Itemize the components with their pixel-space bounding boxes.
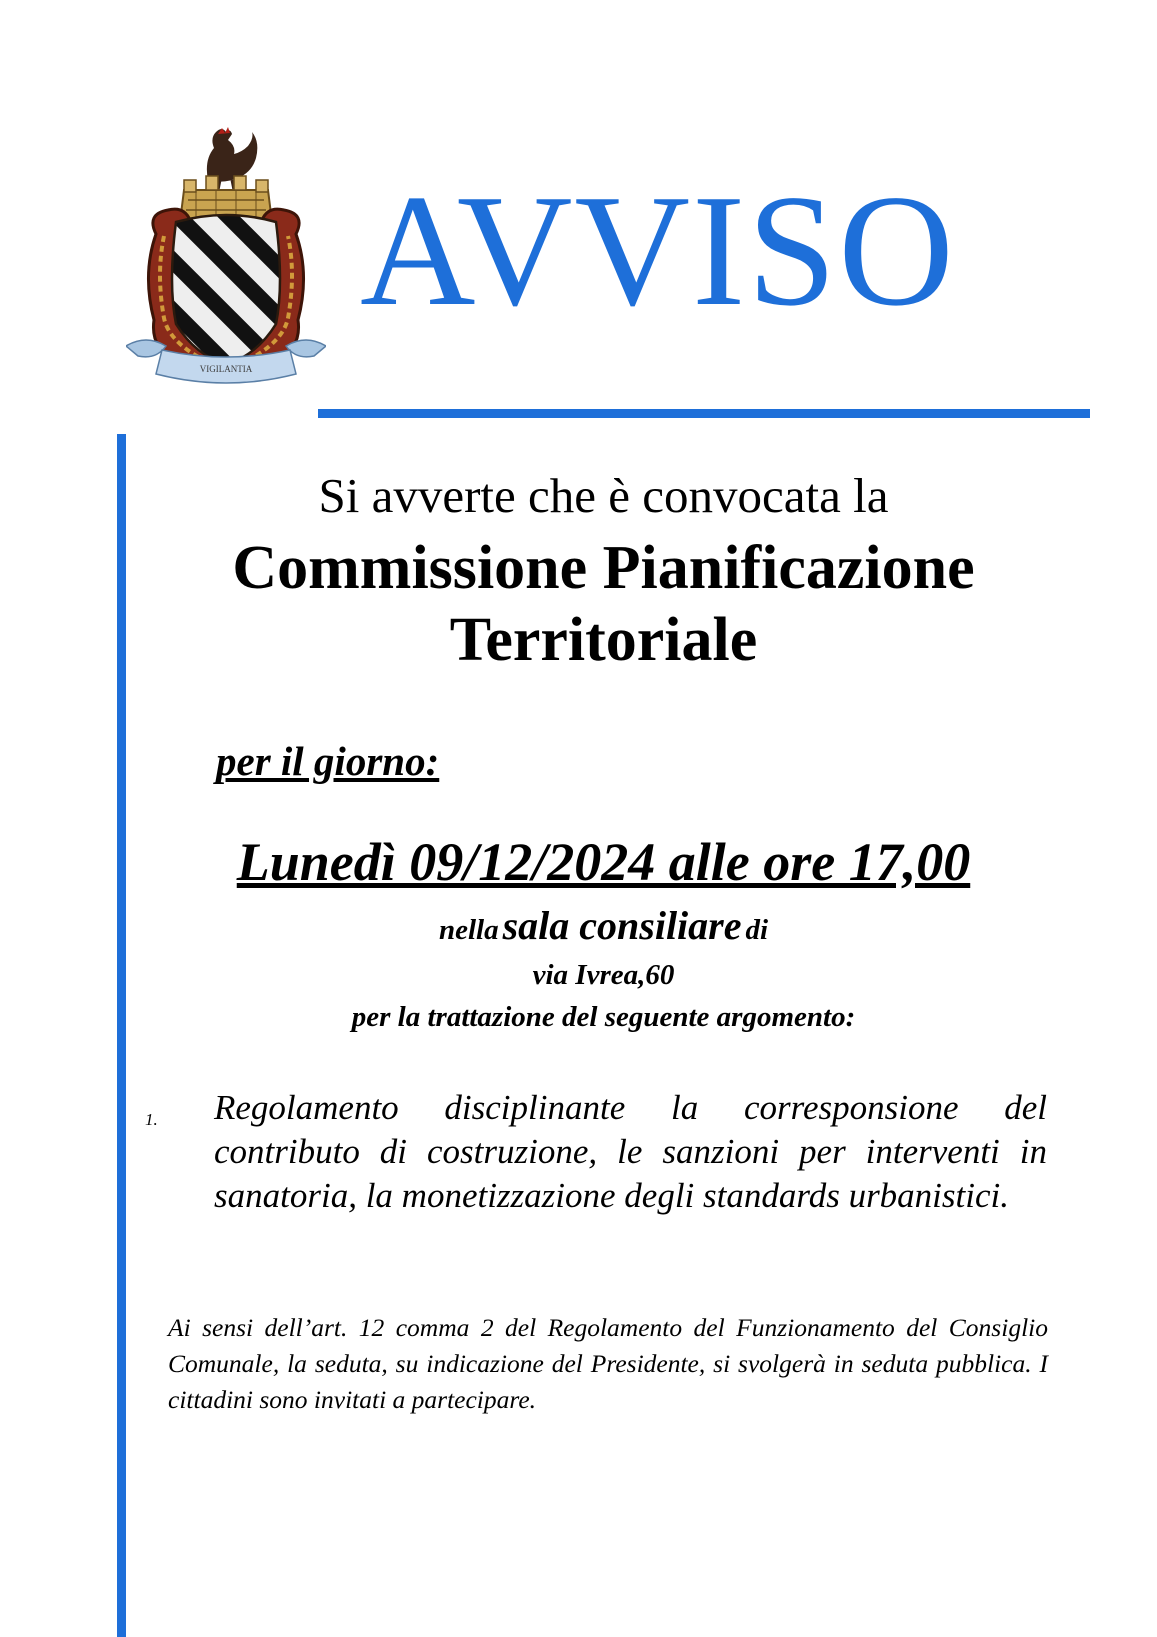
location-prefix: nella (438, 914, 499, 946)
date-label: per il giorno: (216, 738, 440, 784)
committee-name-line1: Commissione Pianificazione (232, 534, 975, 602)
committee-name-line2: Territoriale (449, 606, 758, 674)
topic-intro: per la trattazione del seguente argomento: (351, 1001, 856, 1033)
committee-name (0, 532, 1157, 676)
title-divider (318, 409, 1090, 418)
location-name: sala consiliare (502, 903, 742, 948)
municipal-crest-logo (126, 124, 326, 400)
location-line (0, 903, 1157, 958)
agenda-item-number: 1. (145, 1110, 158, 1129)
address: via Ivrea,60 (532, 959, 675, 991)
intro-text: Si avverte che è convocata la (318, 468, 889, 523)
agenda-item-text: Regolamento disciplinante la corresponsione del contributo di costruzione, le sanzioni per interventi in sanatoria, la monetizzazione degli standards urbanistici. (214, 1088, 1047, 1215)
location-suffix: di (745, 914, 769, 946)
meeting-date: Lunedì 09/12/2024 alle ore 17,00 (236, 832, 971, 892)
crest-motto: VIGILANTIA (199, 364, 253, 374)
footer-note: Ai sensi dell’art. 12 comma 2 del Regolamento del Funzionamento del Consiglio Comunale, la seduta, su indicazione del Presidente, si svolgerà in seduta pubblica. I cittadini sono invitati a partecipare. (168, 1313, 1048, 1414)
page-title: AVVISO (360, 161, 956, 339)
